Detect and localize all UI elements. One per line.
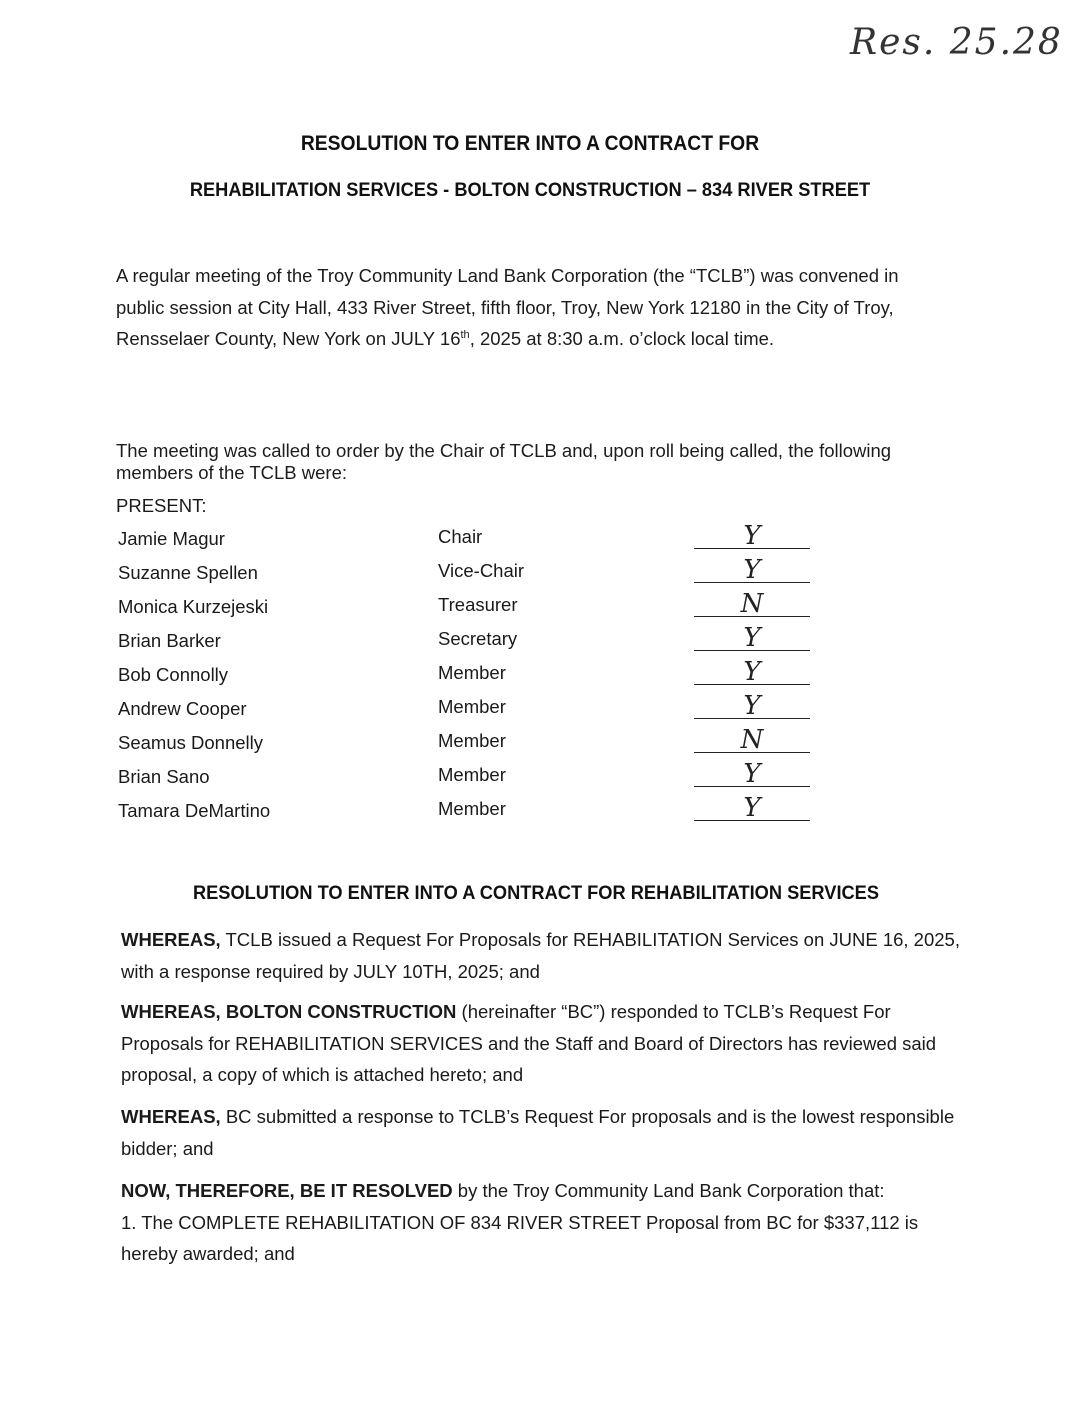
roster-row: [118, 657, 838, 694]
whereas-paragraph-1: [121, 924, 961, 987]
member-name: Andrew Cooper: [118, 698, 247, 719]
member-role: Member: [438, 696, 506, 717]
member-name: Jamie Magur: [118, 528, 225, 549]
whereas-text: TCLB issued a Request For Proposals for REHABILITATION Services on JUNE 16, 2025, with a response required by JULY 10TH, 2025; and: [121, 929, 960, 982]
document-title-line-1: RESOLUTION TO ENTER INTO A CONTRACT FOR: [300, 132, 760, 155]
intro-text: A regular meeting of the Troy Community Land Bank Corporation (the “TCLB”) was convened in public session at City Hall, 433 River Street, fifth floor, Troy, New York 12180 in the City of Troy, Rensselaer County, New York on JULY 16: [116, 265, 899, 349]
member-vote: N: [694, 728, 810, 753]
resolved-intro: [121, 1175, 961, 1207]
whereas-label: WHEREAS, BOLTON CONSTRUCTION: [121, 1001, 457, 1022]
member-vote: Y: [694, 558, 810, 583]
member-vote: Y: [694, 796, 810, 821]
document-title-line-2: REHABILITATION SERVICES - BOLTON CONSTRUCTION – 834 RIVER STREET: [189, 180, 871, 201]
resolved-item-1: 1. The COMPLETE REHABILITATION OF 834 RIVER STREET Proposal from BC for $337,112 is hereby awarded; and: [121, 1211, 919, 1264]
resolved-label: NOW, THEREFORE, BE IT RESOLVED: [121, 1180, 453, 1201]
member-vote: Y: [694, 660, 810, 685]
member-role: Member: [438, 662, 506, 683]
roster-row: [118, 555, 838, 592]
roster-row: [118, 589, 838, 626]
member-name: Seamus Donnelly: [118, 732, 263, 753]
roster-row: [118, 725, 838, 762]
called-to-order-paragraph: The meeting was called to order by the Chair of TCLB and, upon roll being called, the following members of the TCLB were:: [116, 440, 892, 483]
whereas-text: (hereinafter “BC”) responded to TCLB’s Request For Proposals for REHABILITATION SERVICES and the Staff and Board of Directors has reviewed said proposal, a copy of which is attached hereto; and: [121, 1001, 937, 1085]
roster-row: [118, 521, 838, 558]
resolved-paragraph: [121, 1175, 961, 1270]
member-role: Member: [438, 764, 506, 785]
member-name: Monica Kurzejeski: [118, 596, 269, 617]
member-vote: Y: [694, 694, 810, 719]
roster-row: [118, 623, 838, 660]
member-name: Tamara DeMartino: [118, 800, 271, 821]
member-vote: Y: [694, 626, 810, 651]
present-label: PRESENT:: [116, 495, 207, 516]
intro-text-end: , 2025 at 8:30 a.m. o’clock local time.: [469, 328, 775, 349]
member-vote: Y: [694, 524, 810, 549]
whereas-text: BC submitted a response to TCLB’s Request For proposals and is the lowest responsible bidder; and: [121, 1106, 955, 1159]
member-role: Member: [438, 730, 506, 751]
member-name: Brian Sano: [118, 766, 210, 787]
section-title: RESOLUTION TO ENTER INTO A CONTRACT FOR REHABILITATION SERVICES: [192, 883, 880, 904]
member-role: Vice-Chair: [438, 560, 525, 581]
member-vote: N: [694, 592, 810, 617]
roster-row: [118, 793, 838, 830]
roster-row: [118, 759, 838, 796]
member-vote: Y: [694, 762, 810, 787]
member-name: Suzanne Spellen: [118, 562, 258, 583]
roster-row: [118, 691, 838, 728]
member-name: Bob Connolly: [118, 664, 229, 685]
member-name: Brian Barker: [118, 630, 221, 651]
member-role: Member: [438, 798, 506, 819]
resolved-text: by the Troy Community Land Bank Corporation that:: [452, 1180, 885, 1201]
whereas-label: WHEREAS,: [121, 1106, 221, 1127]
member-role: Chair: [438, 526, 483, 547]
member-roster: [118, 521, 838, 830]
intro-superscript: th: [460, 328, 470, 341]
member-role: Secretary: [438, 628, 518, 649]
whereas-paragraph-2: [121, 996, 961, 1091]
whereas-paragraph-3: [121, 1101, 961, 1164]
meeting-intro-paragraph: [116, 260, 946, 355]
handwritten-resolution-number: Res. 25.28: [850, 22, 1063, 63]
whereas-label: WHEREAS,: [121, 929, 221, 950]
member-role: Treasurer: [438, 594, 518, 615]
